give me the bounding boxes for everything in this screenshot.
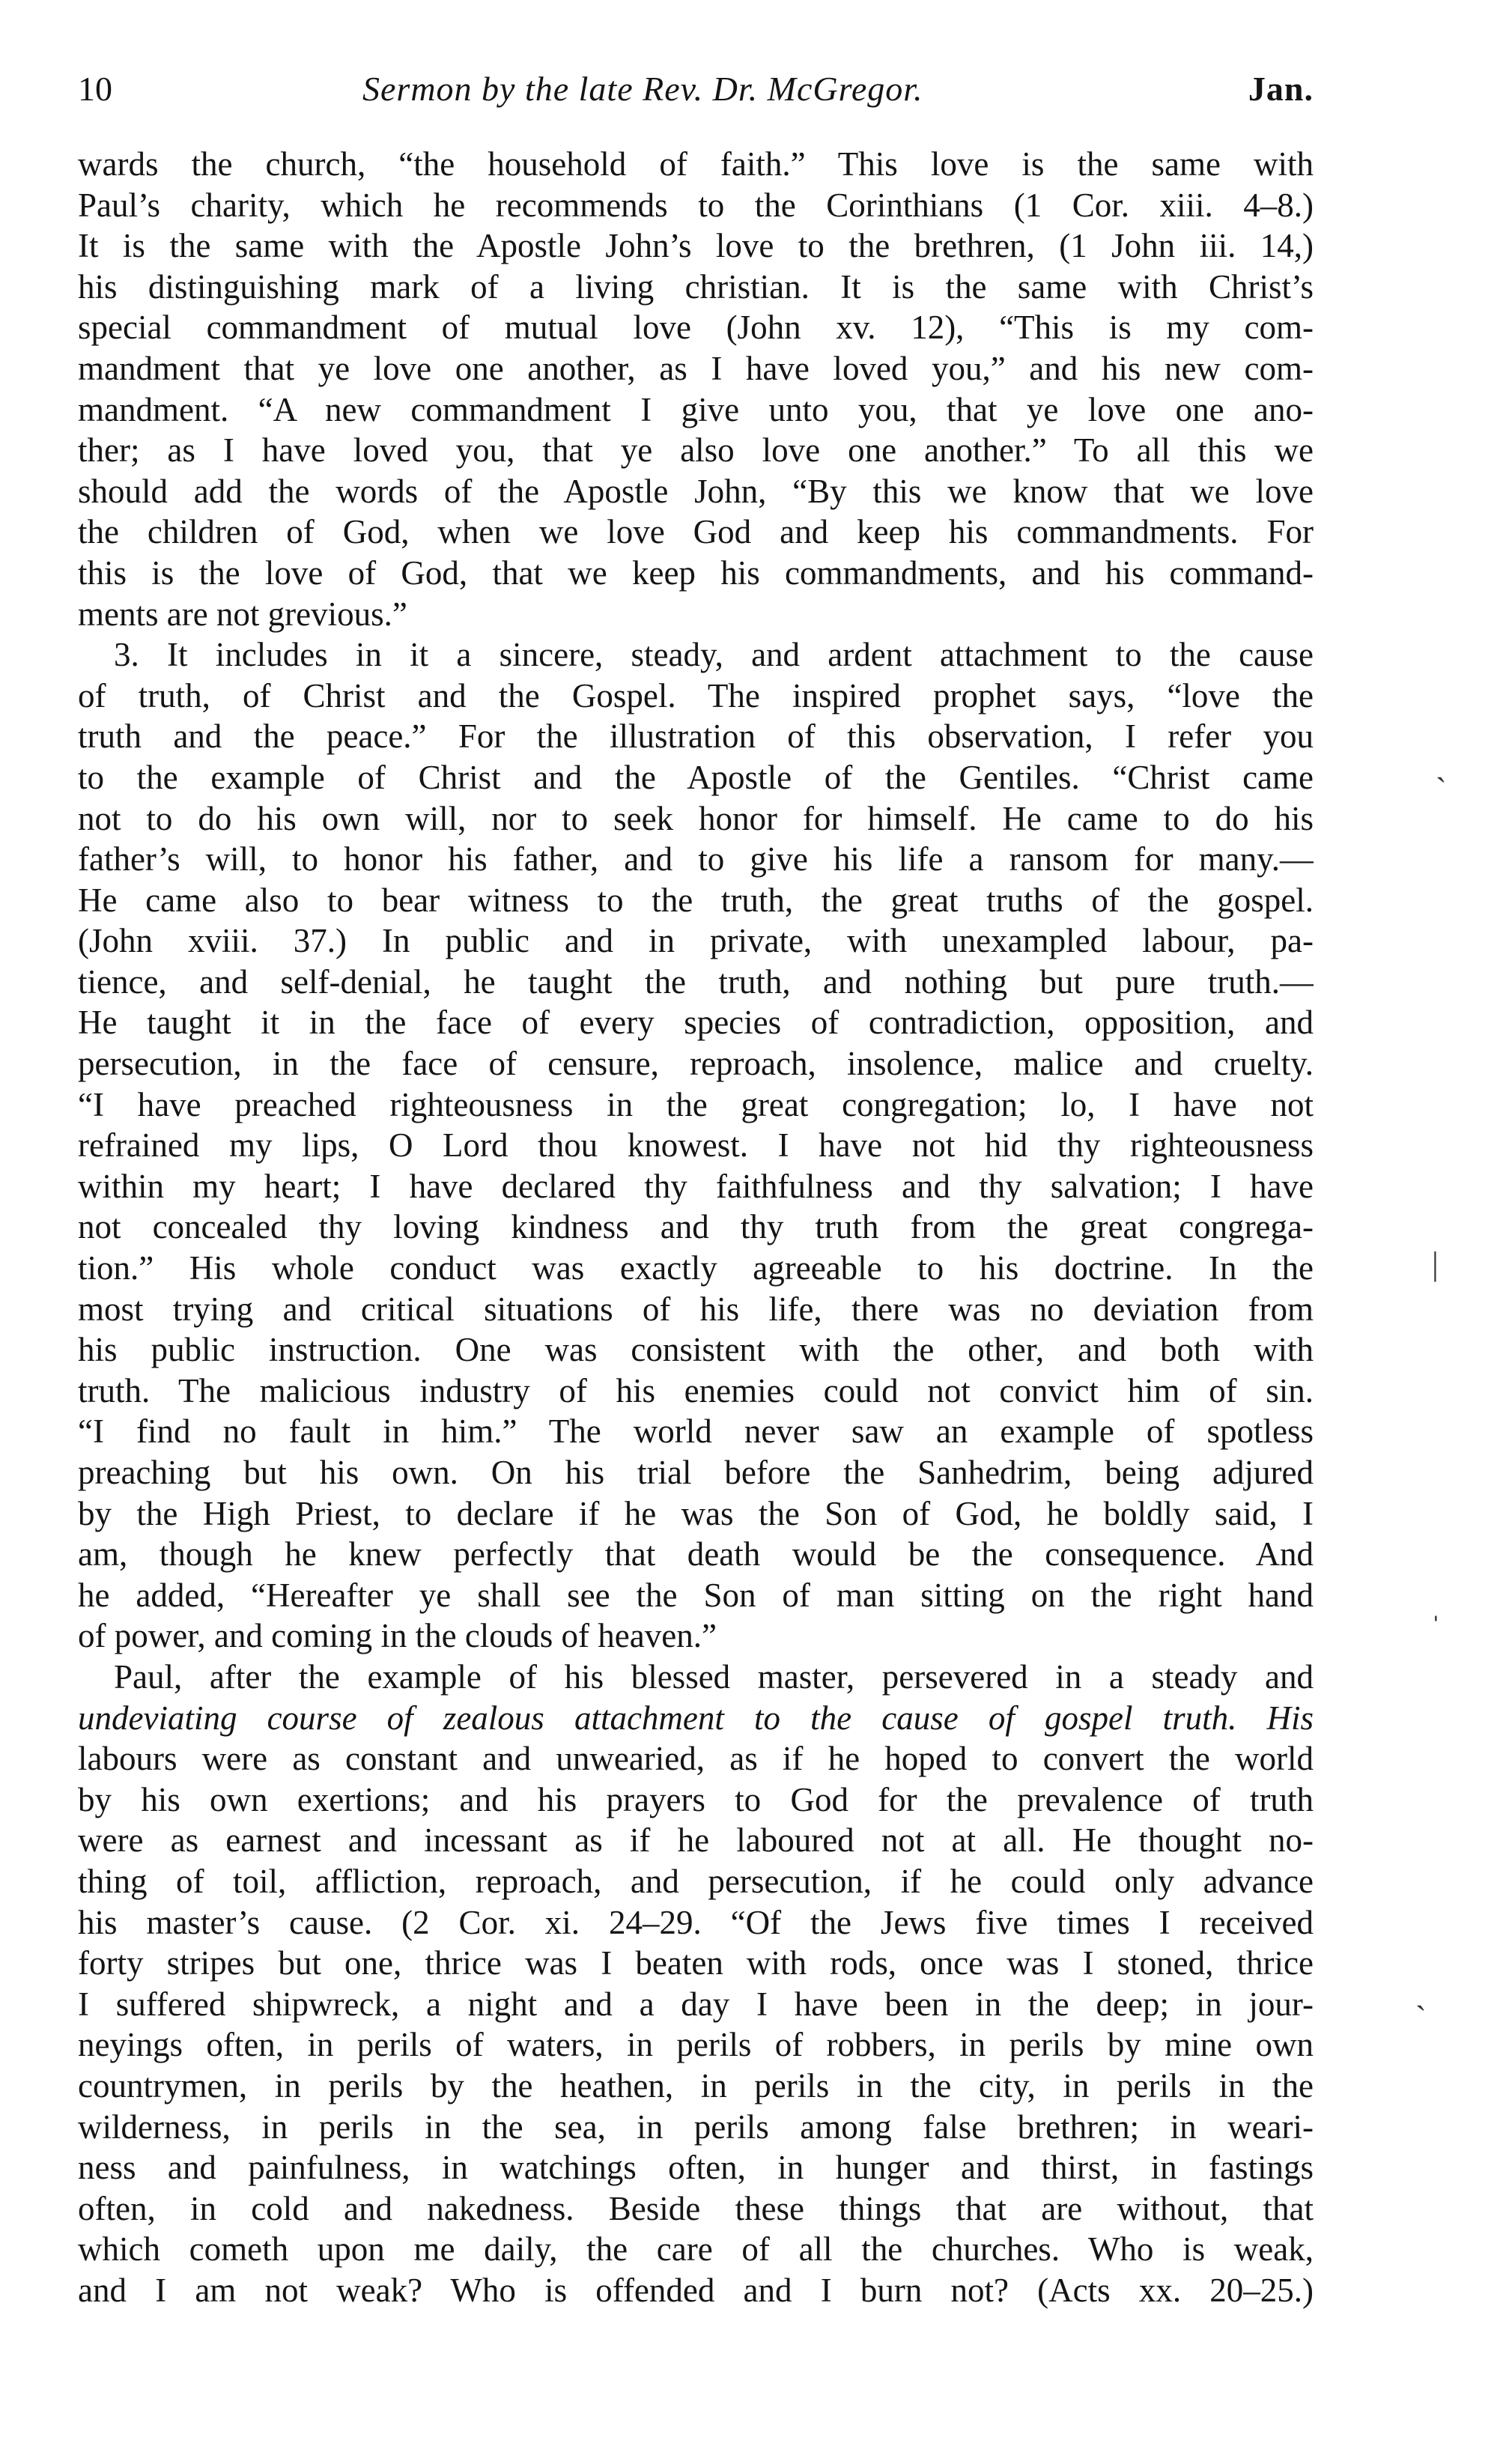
text-line: by the High Priest, to declare if he was the Son of God, he boldly said, I [78, 1494, 1314, 1532]
text-line: and I am not weak? Who is offended and I burn not? (Acts xx. 20–25.) [78, 2271, 1314, 2309]
text-line: were as earnest and incessant as if he laboured not at all. He thought no- [78, 1821, 1314, 1860]
text-line: persecution, in the face of censure, reproach, insolence, malice and cruelty. [78, 1045, 1314, 1083]
text-line: to the example of Christ and the Apostle of the Gentiles. “Christ came [78, 758, 1314, 796]
text-line: thing of toil, affliction, reproach, and persecution, if he could only advance [78, 1862, 1314, 1900]
text-line: 3. It includes in it a sincere, steady, and ardent attachment to the cause [114, 636, 1314, 674]
text-line: most trying and critical situations of his life, there was no deviation from [78, 1290, 1314, 1328]
text-line: “I find no fault in him.” The world never saw an example of spotless [78, 1412, 1314, 1451]
text-line: truth. The malicious industry of his enemies could not convict him of sin. [78, 1371, 1314, 1409]
text-line: refrained my lips, O Lord thou knowest. I have not hid thy righteousness [78, 1126, 1314, 1165]
text-line: father’s will, to honor his father, and to give his life a ransom for many.— [78, 840, 1314, 879]
text-line: ments are not grevious.” [78, 595, 407, 633]
text-line: tion.” His whole conduct was exactly agreeable to his doctrine. In the [78, 1249, 1314, 1287]
text-line: often, in cold and nakedness. Beside these things that are without, that [78, 2189, 1314, 2227]
text-line: undeviating course of zealous attachment to the cause of gospel truth. His [78, 1699, 1314, 1737]
text-line: the children of God, when we love God and keep his commandments. For [78, 513, 1314, 551]
text-line: not to do his own will, nor to seek honor for himself. He came to do his [78, 799, 1314, 837]
text-line: mandment that ye love one another, as I have loved you,” and his new com- [78, 349, 1314, 387]
text-line: his distinguishing mark of a living christian. It is the same with Christ’s [78, 267, 1314, 306]
margin-mark: ˎ [1415, 1974, 1427, 2011]
text-line: am, though he knew perfectly that death would be the consequence. And [78, 1535, 1314, 1574]
text-line: this is the love of God, that we keep his commandments, and his command- [78, 553, 1314, 592]
page-header [78, 69, 1314, 121]
text-line: preaching but his own. On his trial before the Sanhedrim, being adjured [78, 1454, 1314, 1491]
text-line: countrymen, in perils by the heathen, in perils in the city, in perils in the [78, 2066, 1314, 2105]
text-line: I suffered shipwreck, a night and a day I have been in the deep; in jour- [78, 1985, 1314, 2023]
text-line: ness and painfulness, in watchings often, in hunger and thirst, in fastings [78, 2149, 1314, 2187]
text-line: (John xviii. 37.) In public and in private, with unexampled labour, pa- [78, 922, 1314, 960]
header-month: Jan. [1248, 70, 1314, 108]
text-line: his master’s cause. (2 Cor. xi. 24–29. “Of the Jews five times I received [78, 1903, 1314, 1941]
text-line: of power, and coming in the clouds of heaven.” [78, 1617, 717, 1655]
text-line: labours were as constant and unwearied, as if he hoped to convert the world [78, 1740, 1314, 1778]
margin-mark: ˎ [1436, 746, 1447, 783]
running-title: Sermon by the late Rev. Dr. McGregor. [362, 70, 923, 108]
text-line: not concealed thy loving kindness and thy truth from the great congrega- [78, 1208, 1314, 1246]
page-number: 10 [78, 70, 112, 108]
body-text [78, 144, 1314, 2310]
text-line: he added, “Hereafter ye shall see the Son of man sitting on the right hand [78, 1576, 1314, 1614]
text-line: neyings often, in perils of waters, in perils of robbers, in perils by mine own [78, 2026, 1314, 2064]
text-line: his public instruction. One was consistent with the other, and both with [78, 1331, 1314, 1369]
text-line: wards the church, “the household of faith.” This love is the same with [78, 145, 1314, 183]
text-line: Paul, after the example of his blessed master, persevered in a steady and [114, 1657, 1314, 1696]
margin-mark: ˌ [1430, 1585, 1442, 1621]
text-line: forty stripes but one, thrice was I beaten with rods, once was I stoned, thrice [78, 1944, 1314, 1982]
text-line: special commandment of mutual love (John xv. 12), “This is my com- [78, 309, 1314, 347]
text-line: of truth, of Christ and the Gospel. The inspired prophet says, “love the [78, 676, 1314, 714]
text-line: within my heart; I have declared thy faithfulness and thy salvation; I have [78, 1167, 1314, 1205]
text-line: mandment. “A new commandment I give unto you, that ye love one ano- [78, 390, 1314, 428]
text-line: Paul’s charity, which he recommends to the Corinthians (1 Cor. xiii. 4–8.) [78, 186, 1314, 224]
text-line: ther; as I have loved you, that ye also love one another.” To all this we [78, 431, 1314, 470]
text-line: He came also to bear witness to the truth, the great truths of the gospel. [78, 881, 1314, 919]
text-line: wilderness, in perils in the sea, in perils among false brethren; in weari- [78, 2108, 1314, 2146]
text-line: It is the same with the Apostle John’s love to the brethren, (1 John iii. 14,) [78, 227, 1314, 265]
margin-mark: | [1432, 1245, 1439, 1282]
text-line: He taught it in the face of every species of contradiction, opposition, and [78, 1004, 1314, 1042]
text-line: should add the words of the Apostle John, “By this we know that we love [78, 472, 1314, 510]
text-line: tience, and self-denial, he taught the truth, and nothing but pure truth.— [78, 962, 1314, 1001]
text-line: “I have preached righteousness in the great congregation; lo, I have not [78, 1085, 1314, 1123]
text-line: which cometh upon me daily, the care of all the churches. Who is weak, [78, 2230, 1314, 2269]
text-line: by his own exertions; and his prayers to God for the prevalence of truth [78, 1780, 1314, 1818]
text-line: truth and the peace.” For the illustration of this observation, I refer you [78, 717, 1314, 756]
